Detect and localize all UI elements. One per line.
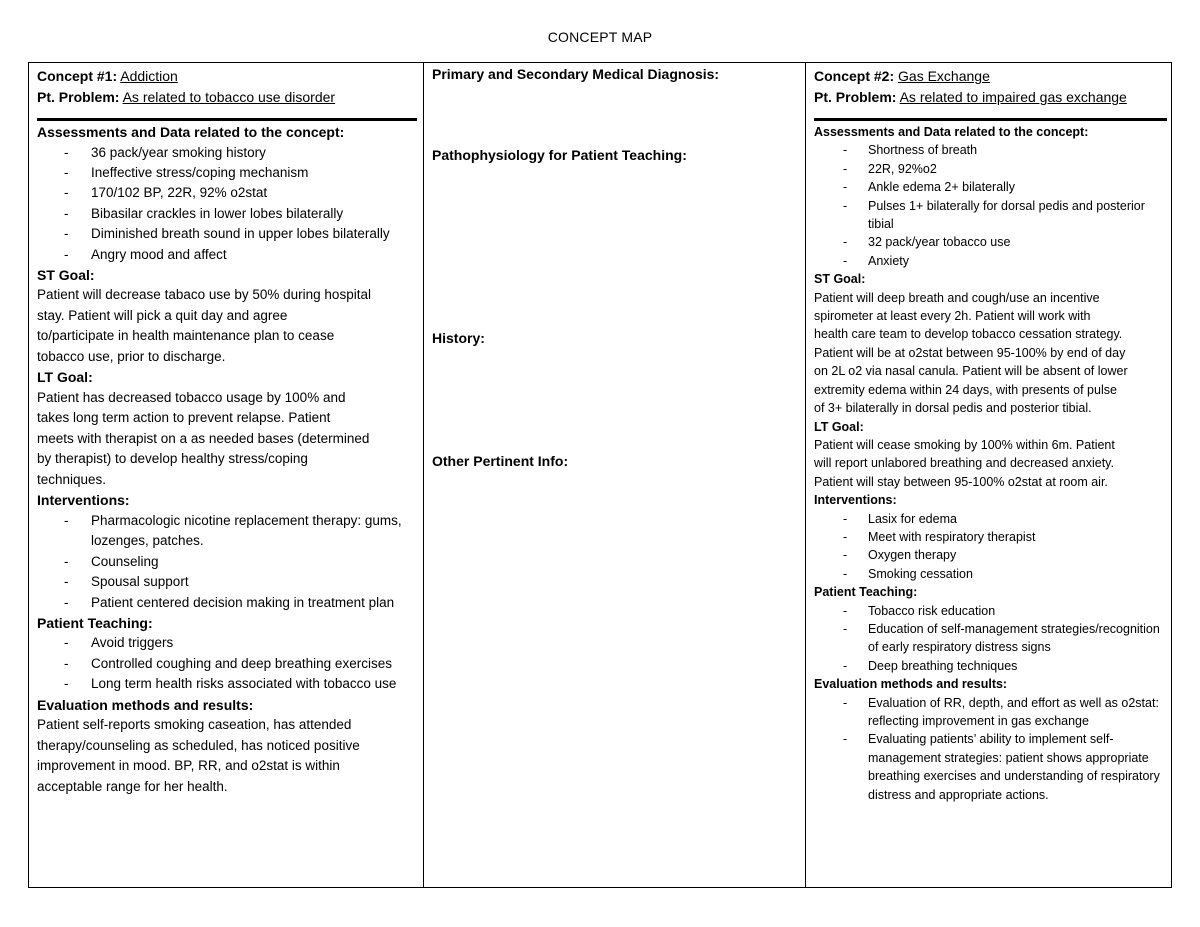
- list-item: - Angry mood and affect: [37, 245, 415, 265]
- problem-1-header: [37, 87, 415, 108]
- text-line: by therapist) to develop healthy stress/coping: [37, 451, 308, 467]
- st-goal-text: [37, 285, 415, 367]
- assessments-heading: Assessments and Data related to the concept:: [37, 124, 345, 140]
- evaluation-heading: Evaluation methods and results:: [37, 696, 254, 713]
- text-line: Patient will cease smoking by 100% within 6m. Patient: [814, 437, 1115, 452]
- list-item: - Ankle edema 2+ bilaterally: [814, 178, 1165, 196]
- patient-teaching-list: [814, 602, 1165, 676]
- lt-goal-text: [37, 388, 415, 491]
- concept-2-label: Concept #2:: [814, 68, 895, 84]
- text-line: to/participate in health maintenance plan to cease: [37, 328, 335, 344]
- list-item: - Ineffective stress/coping mechanism: [37, 163, 415, 183]
- text-line: spirometer at least every 2h. Patient will work with: [814, 309, 1091, 324]
- list-item: - Anxiety: [814, 252, 1165, 270]
- assessments-list: [814, 141, 1165, 270]
- interventions-list: [814, 510, 1165, 584]
- patient-teaching-list: [37, 633, 415, 694]
- problem-2-header: [814, 87, 1165, 108]
- list-item: - 36 pack/year smoking history: [37, 143, 415, 163]
- st-goal-text: [814, 289, 1165, 418]
- text-line: takes long term action to prevent relapse. Patient: [37, 410, 331, 426]
- text-line: meets with therapist on a as needed bases (determined: [37, 430, 370, 446]
- list-item: - Pulses 1+ bilaterally for dorsal pedis and posterior tibial: [814, 197, 1165, 234]
- text-line: Patient has decreased tobacco usage by 100% and: [37, 389, 346, 405]
- page-title: CONCEPT MAP: [547, 29, 653, 45]
- list-item: - Pharmacologic nicotine replacement therapy: gums, lozenges, patches.: [37, 511, 415, 552]
- text-line: will report unlabored breathing and decreased anxiety.: [814, 456, 1114, 471]
- text-line: extremity edema within 24 days, with presents of pulse: [814, 382, 1117, 397]
- concept-1-header: [37, 66, 415, 87]
- lt-goal-text: [814, 436, 1165, 491]
- interventions-heading: Interventions:: [37, 492, 130, 509]
- text-line: improvement in mood. BP, RR, and o2stat is within: [37, 758, 340, 774]
- history-heading: History:: [432, 330, 485, 346]
- other-info-heading: Other Pertinent Info:: [432, 453, 569, 469]
- list-item: - Shortness of breath: [814, 141, 1165, 159]
- list-item: - Spousal support: [37, 572, 415, 592]
- lt-goal-heading: LT Goal:: [37, 369, 93, 386]
- list-item: - Long term health risks associated with tobacco use: [37, 674, 415, 694]
- text-line: health care team to develop tobacco cessation strategy.: [814, 327, 1123, 342]
- problem-2-value: As related to impaired gas exchange: [899, 89, 1127, 105]
- list-item: - Evaluating patients’ ability to implement self-management strategies: patient shows appropriate breathing exercises and understanding of respiratory distress and appropriate actions.: [814, 730, 1165, 804]
- list-item: - Smoking cessation: [814, 565, 1165, 583]
- interventions-list: [37, 511, 415, 613]
- list-item: - 170/102 BP, 22R, 92% o2stat: [37, 183, 415, 203]
- text-line: Patient self-reports smoking caseation, has attended: [37, 717, 352, 733]
- list-item: - Patient centered decision making in treatment plan: [37, 593, 415, 613]
- concept-2-value: Gas Exchange: [898, 68, 990, 84]
- text-line: Patient will decrease tabaco use by 50% during hospital: [37, 287, 371, 303]
- evaluation-text: [37, 715, 415, 797]
- interventions-heading: Interventions:: [814, 493, 897, 508]
- st-goal-heading: ST Goal:: [37, 266, 95, 283]
- diagnosis-heading: Primary and Secondary Medical Diagnosis:: [432, 66, 720, 82]
- st-goal-heading: ST Goal:: [814, 272, 866, 287]
- pathophysiology-heading: Pathophysiology for Patient Teaching:: [432, 147, 687, 163]
- concept-1-label: Concept #1:: [37, 68, 118, 84]
- concept-1-column: [29, 63, 423, 887]
- text-line: on 2L o2 via nasal canula. Patient will be absent of lower: [814, 364, 1128, 379]
- list-item: - Meet with respiratory therapist: [814, 528, 1165, 546]
- text-line: Patient will be at o2stat between 95-100% by end of day: [814, 345, 1126, 360]
- text-line: of 3+ bilaterally in dorsal pedis and posterior tibial.: [814, 401, 1092, 416]
- concept-2-column: [805, 63, 1171, 887]
- text-line: stay. Patient will pick a quit day and agree: [37, 307, 288, 323]
- concept-1-value: Addiction: [120, 68, 178, 84]
- list-item: - Controlled coughing and deep breathing exercises: [37, 654, 415, 674]
- list-item: - Avoid triggers: [37, 633, 415, 653]
- concept-2-header: [814, 66, 1165, 87]
- lt-goal-heading: LT Goal:: [814, 419, 864, 434]
- assessments-list: [37, 143, 415, 265]
- list-item: - Bibasilar crackles in lower lobes bilaterally: [37, 204, 415, 224]
- section-divider: [37, 118, 417, 121]
- list-item: - 32 pack/year tobacco use: [814, 233, 1165, 251]
- list-item: - Tobacco risk education: [814, 602, 1165, 620]
- problem-1-value: As related to tobacco use disorder: [122, 89, 336, 105]
- text-line: techniques.: [37, 471, 107, 487]
- concept-map-table: [28, 62, 1172, 888]
- list-item: - Lasix for edema: [814, 510, 1165, 528]
- evaluation-heading: Evaluation methods and results:: [814, 677, 1008, 692]
- list-item: - Evaluation of RR, depth, and effort as well as o2stat: reflecting improvement in gas exchange: [814, 694, 1165, 731]
- evaluation-list: [814, 694, 1165, 804]
- section-divider: [814, 118, 1167, 121]
- patient-teaching-heading: Patient Teaching:: [814, 585, 918, 600]
- list-item: - Diminished breath sound in upper lobes bilaterally: [37, 224, 415, 244]
- problem-1-label: Pt. Problem:: [37, 89, 120, 105]
- text-line: Patient will stay between 95-100% o2stat at room air.: [814, 474, 1108, 489]
- assessments-heading: Assessments and Data related to the concept:: [814, 125, 1089, 139]
- diagnosis-column: [423, 63, 805, 887]
- text-line: therapy/counseling as scheduled, has noticed positive: [37, 737, 360, 753]
- text-line: Patient will deep breath and cough/use an incentive: [814, 290, 1100, 305]
- patient-teaching-heading: Patient Teaching:: [37, 614, 153, 631]
- list-item: - Counseling: [37, 552, 415, 572]
- list-item: - 22R, 92%o2: [814, 160, 1165, 178]
- text-line: tobacco use, prior to discharge.: [37, 348, 226, 364]
- text-line: acceptable range for her health.: [37, 778, 228, 794]
- list-item: - Oxygen therapy: [814, 546, 1165, 564]
- list-item: - Education of self-management strategies/recognition of early respiratory distress signs: [814, 620, 1165, 657]
- problem-2-label: Pt. Problem:: [814, 89, 897, 105]
- list-item: - Deep breathing techniques: [814, 657, 1165, 675]
